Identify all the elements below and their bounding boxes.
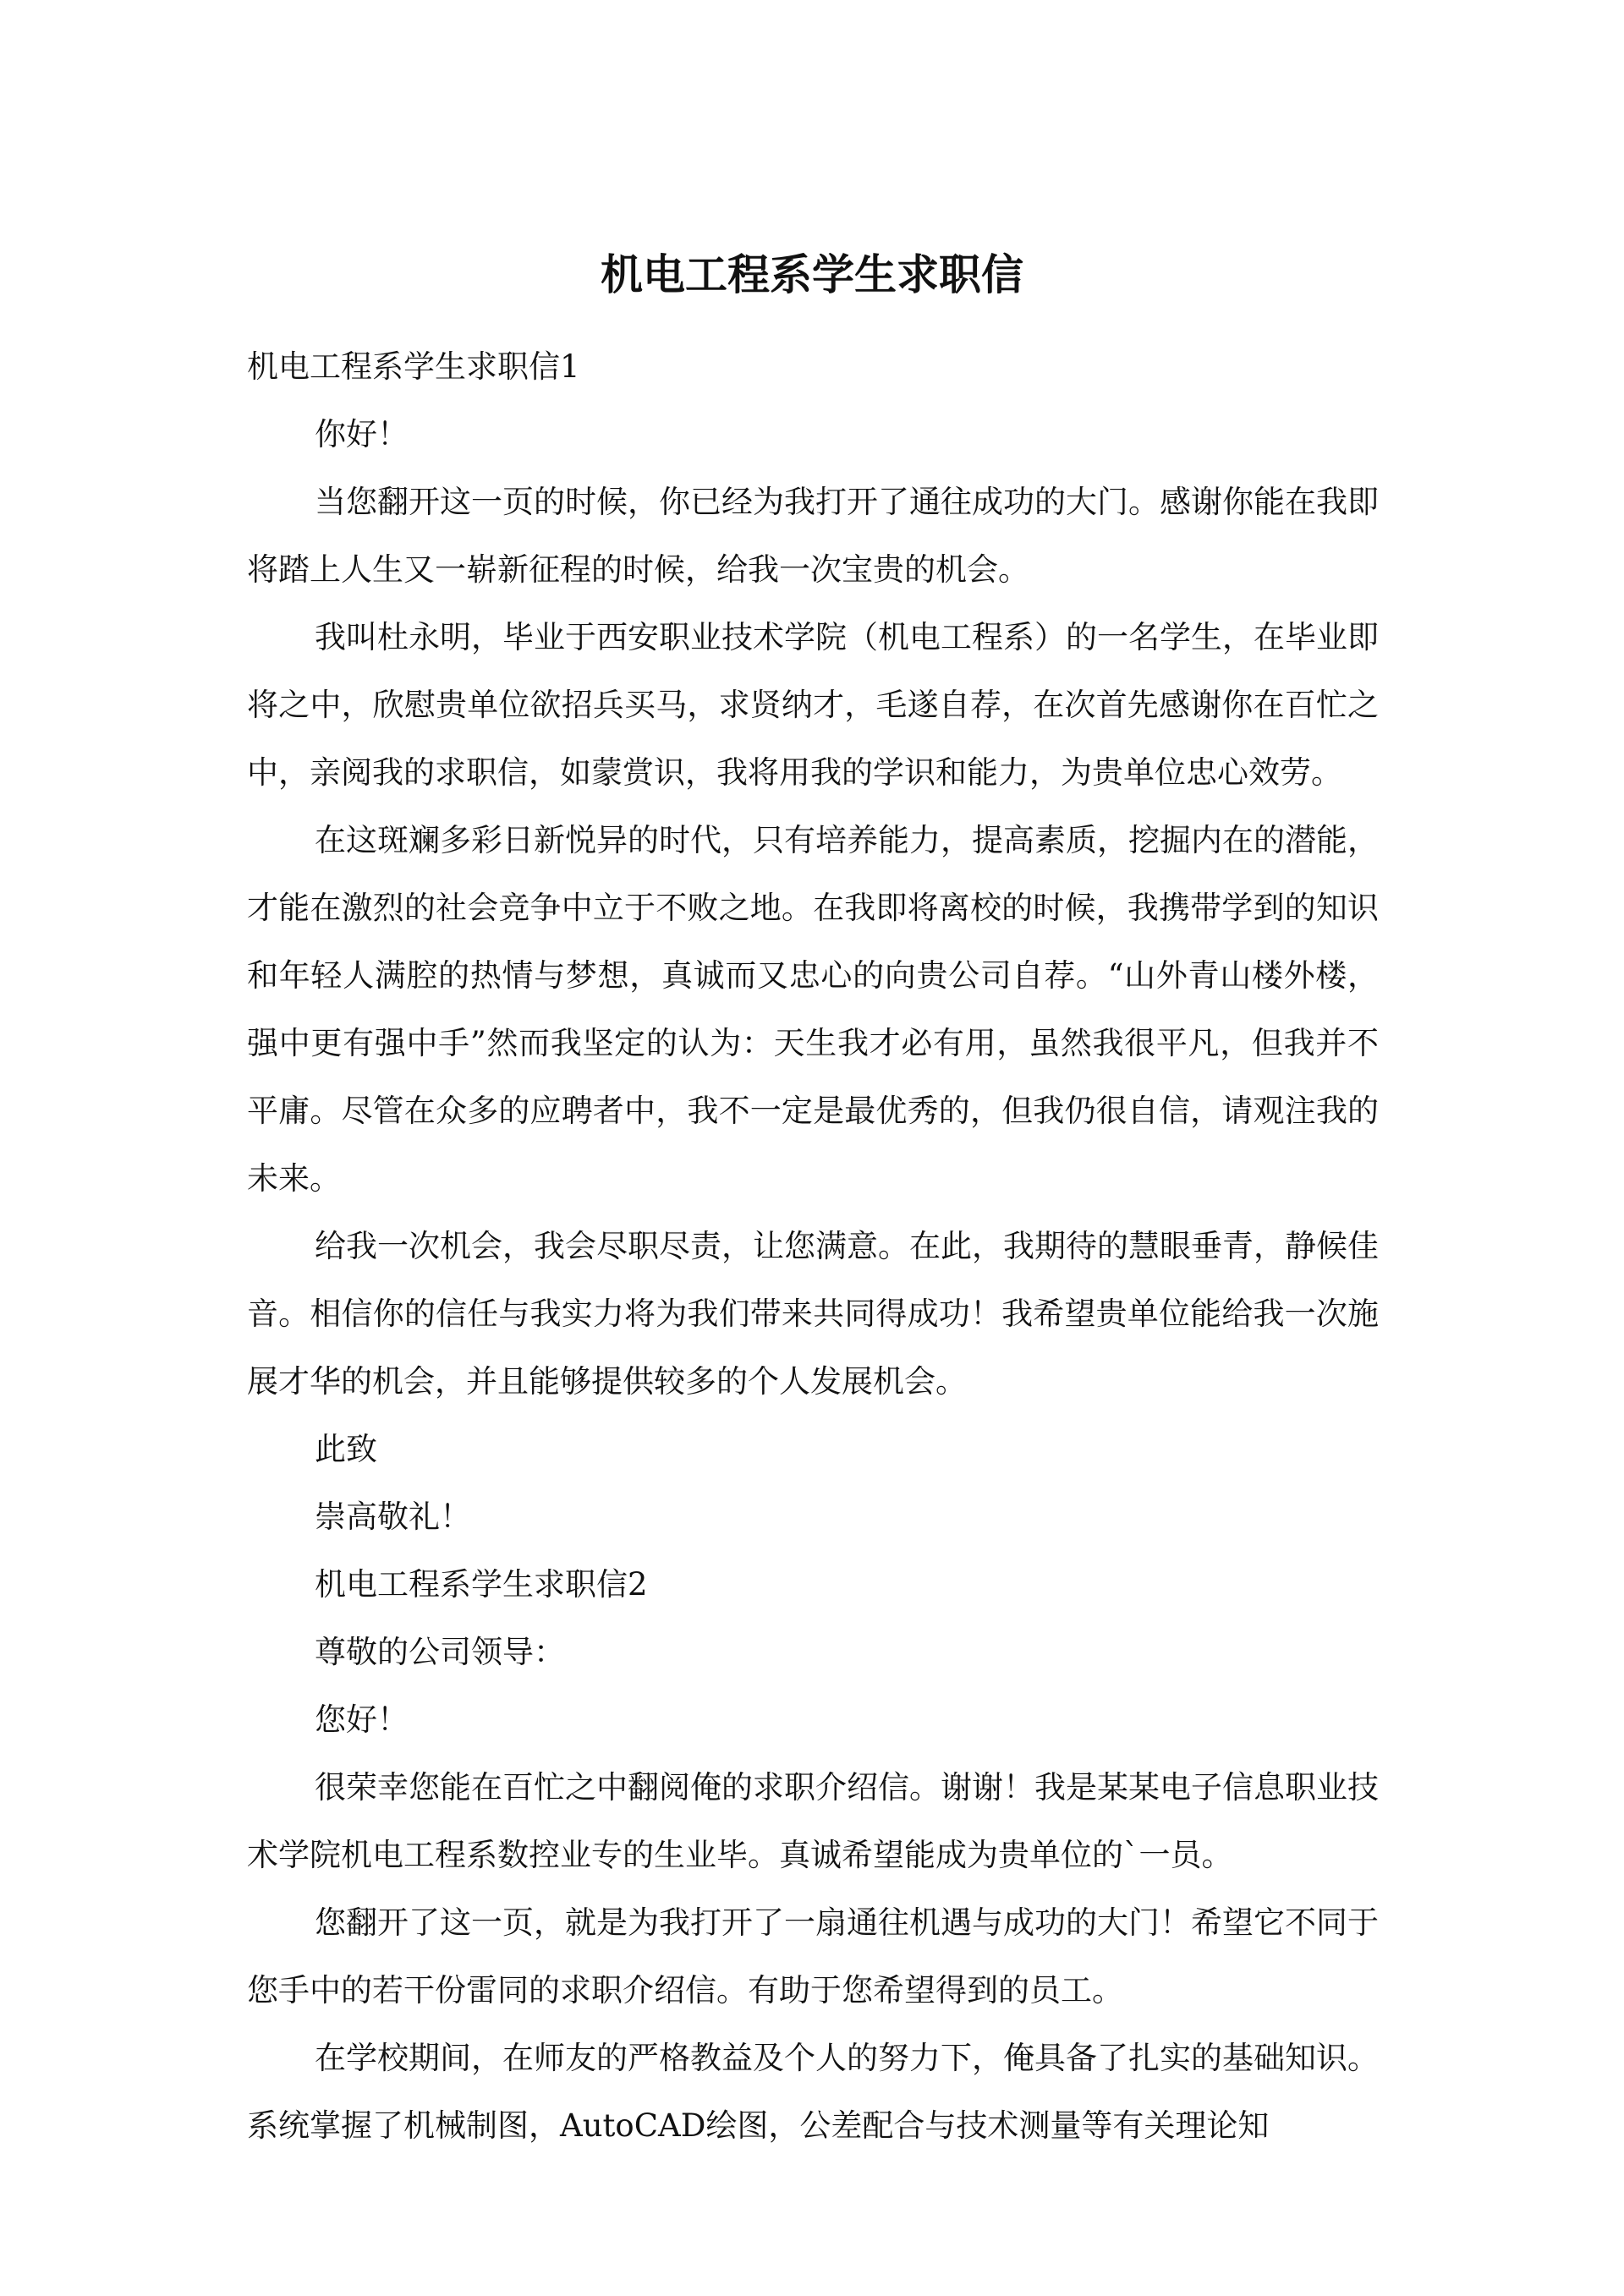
section-heading-1: 机电工程系学生求职信1 — [247, 348, 580, 385]
paragraph-self-recommendation-1: 在这斑斓多彩日新悦异的时代，只有培养能力，提高素质，挖掘内在的潜能，才能在激烈的社会竞争中立于不败之地。在我即将离校的时候，我携带学到的知识和年轻人满腔的热情与梦想，真诚而又忠心的向贵公司自荐。“山外青山楼外楼，强中更有强中手”然而我坚定的认为：天生我才必有用，虽然我很平凡，但我并不平庸。尽管在众多的应聘者中，我不一定是最优秀的，但我仍很自信，请观注我的未来。 — [247, 822, 1379, 1197]
salutation-regards: 崇高敬礼！ — [315, 1499, 471, 1535]
document-title: 机电工程系学生求职信 — [601, 250, 1023, 299]
document-body — [247, 333, 1379, 2160]
section-heading-2: 机电工程系学生求职信2 — [315, 1566, 648, 1603]
addressee-2: 尊敬的公司领导： — [315, 1634, 565, 1670]
greeting-2: 您好！ — [315, 1701, 409, 1738]
paragraph-closing-1: 给我一次机会，我会尽职尽责，让您满意。在此，我期待的慧眼垂青，静候佳音。相信你的信任与我实力将为我们带来共同得成功！我希望贵单位能给我一次施展才华的机会，并且能够提供较多的个人发展机会。 — [247, 1228, 1379, 1400]
salutation-close: 此致 — [315, 1431, 377, 1467]
greeting-1: 你好！ — [315, 416, 409, 452]
paragraph-introduction-1: 我叫杜永明，毕业于西安职业技术学院（机电工程系）的一名学生，在毕业即将之中，欣慰贵单位欲招兵买马，求贤纳才，毛遂自荐，在次首先感谢你在百忙之中，亲阅我的求职信，如蒙赏识，我将用我的学识和能力，为贵单位忠心效劳。 — [247, 619, 1379, 791]
paragraph-opening-2: 您翻开了这一页，就是为我打开了一扇通往机遇与成功的大门！希望它不同于您手中的若干份雷同的求职介绍信。有助于您希望得到的员工。 — [247, 1904, 1379, 2008]
paragraph-education-2: 在学校期间，在师友的严格教益及个人的努力下，俺具备了扎实的基础知识。系统掌握了机械制图，AutoCAD绘图，公差配合与技术测量等有关理论知 — [247, 2040, 1379, 2144]
paragraph-introduction-2: 很荣幸您能在百忙之中翻阅俺的求职介绍信。谢谢！我是某某电子信息职业技术学院机电工程系数控业专的生业毕。真诚希望能成为贵单位的`一员。 — [247, 1769, 1379, 1873]
paragraph-opening-1: 当您翻开这一页的时候，你已经为我打开了通往成功的大门。感谢你能在我即将踏上人生又一崭新征程的时候，给我一次宝贵的机会。 — [247, 484, 1379, 588]
